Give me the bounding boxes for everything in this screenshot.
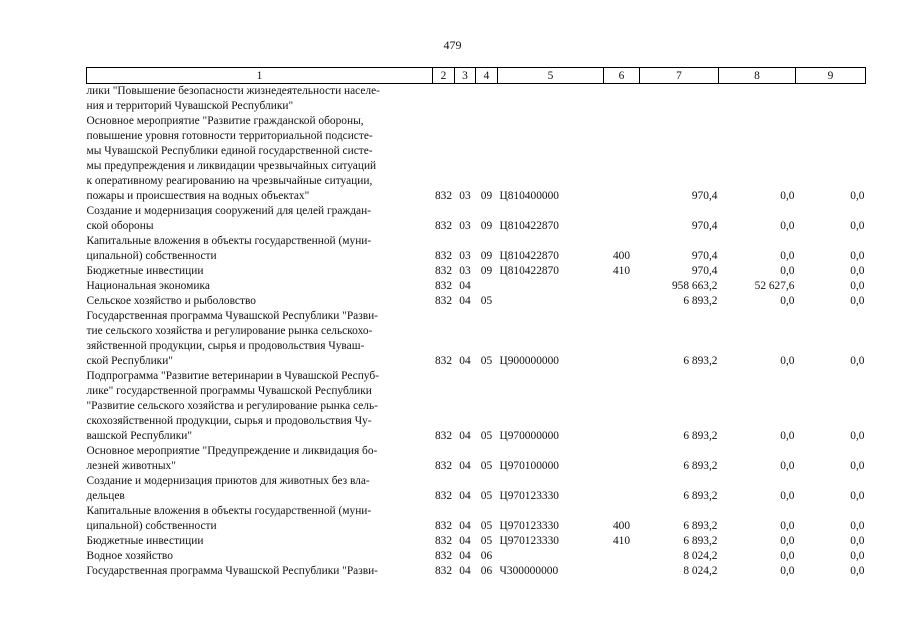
column-header-6: 6 <box>604 68 640 84</box>
amount-col-7: 8 024,2 <box>683 550 718 562</box>
amount-col-9: 0,0 <box>850 295 865 307</box>
table-row <box>87 234 866 264</box>
item-name <box>87 204 433 234</box>
amount-col-7 <box>640 84 719 115</box>
item-name-line: Подпрограмма "Развитие ветеринарии в Чувашской Респуб- <box>86 370 379 382</box>
section-code: 04 <box>459 430 471 442</box>
item-name <box>87 279 433 294</box>
table-row <box>87 474 866 504</box>
budget-table <box>86 67 866 579</box>
amount-col-9: 0,0 <box>850 550 865 562</box>
item-name-line: дельцев <box>86 490 125 502</box>
item-name <box>87 474 433 504</box>
item-name-line: "Развитие сельского хозяйства и регулирование рынка сель- <box>86 400 378 412</box>
subsection-code: 05 <box>480 535 493 547</box>
expense-type-code <box>604 294 640 309</box>
amount-col-8: 0,0 <box>780 565 795 577</box>
item-name-line: лики "Повышение безопасности жизнедеятельности населе- <box>86 85 380 97</box>
amount-col-7: 958 663,2 <box>671 280 718 292</box>
item-name-line: вашской Республики" <box>86 430 192 442</box>
item-name-line: ния и территорий Чувашской Республики" <box>86 100 294 112</box>
section-code: 03 <box>459 220 471 232</box>
item-name-line: Национальная экономика <box>86 280 210 292</box>
ministry-code: 832 <box>434 220 453 232</box>
column-header-4: 4 <box>476 68 498 84</box>
item-name-line: к оперативному реагированию на чрезвычайные ситуации, <box>86 175 373 187</box>
item-name-line: повышение уровня готовности территориальной подсисте- <box>86 130 373 142</box>
column-header-9: 9 <box>796 68 866 84</box>
ministry-code: 832 <box>434 535 453 547</box>
item-name <box>87 444 433 474</box>
amount-col-7: 6 893,2 <box>683 355 718 367</box>
section-code: 03 <box>459 265 471 277</box>
expense-type-code: 410 <box>612 535 631 547</box>
amount-col-8: 0,0 <box>780 535 795 547</box>
section-code: 04 <box>459 355 471 367</box>
expense-type-code: 400 <box>612 520 631 532</box>
section-code: 04 <box>459 550 471 562</box>
item-name <box>87 564 433 579</box>
section-code: 04 <box>459 460 471 472</box>
item-name-line: Сельское хозяйство и рыболовство <box>86 295 256 307</box>
subsection-code: 05 <box>480 460 493 472</box>
ministry-code: 832 <box>434 550 453 562</box>
item-name-line: мы Чувашской Республики единой государственной систе- <box>86 145 373 157</box>
amount-col-9: 0,0 <box>850 520 865 532</box>
amount-col-9: 0,0 <box>850 355 865 367</box>
target-article-code <box>498 84 604 115</box>
section-code: 04 <box>459 520 471 532</box>
item-name-line: ципальной) собственности <box>86 520 217 532</box>
amount-col-7: 6 893,2 <box>683 535 718 547</box>
amount-col-7: 6 893,2 <box>683 460 718 472</box>
item-name-line: пожары и происшествия на водных объектах" <box>86 190 310 202</box>
table-row <box>87 534 866 549</box>
table-body <box>87 84 866 580</box>
expense-type-code <box>604 444 640 474</box>
subsection-code <box>476 279 498 294</box>
table-header <box>87 68 866 84</box>
amount-col-7: 970,4 <box>691 220 718 232</box>
section-code: 04 <box>459 565 471 577</box>
amount-col-9: 0,0 <box>850 265 865 277</box>
target-article-code: Ц970123330 <box>499 535 559 547</box>
column-header-2: 2 <box>433 68 455 84</box>
target-article-code: Ц970123330 <box>499 520 559 532</box>
item-name-line: Водное хозяйство <box>86 550 173 562</box>
amount-col-8: 0,0 <box>780 295 795 307</box>
item-name-line: ской обороны <box>86 220 154 232</box>
ministry-code: 832 <box>434 520 453 532</box>
item-name <box>87 234 433 264</box>
subsection-code: 05 <box>480 520 493 532</box>
amount-col-7: 8 024,2 <box>683 565 718 577</box>
column-header-1: 1 <box>87 68 433 84</box>
target-article-code: Ц970123330 <box>499 490 559 502</box>
target-article-code: Ч300000000 <box>499 565 559 577</box>
amount-col-8: 0,0 <box>780 460 795 472</box>
ministry-code: 832 <box>434 565 453 577</box>
ministry-code: 832 <box>434 355 453 367</box>
section-code: 03 <box>459 250 471 262</box>
item-name-line: мы предупреждения и ликвидации чрезвычайных ситуаций <box>86 160 377 172</box>
amount-col-7: 6 893,2 <box>683 490 718 502</box>
table-row <box>87 294 866 309</box>
subsection-code: 05 <box>480 295 493 307</box>
expense-type-code <box>604 204 640 234</box>
table-row <box>87 549 866 564</box>
item-name-line: тие сельского хозяйства и регулирование рынка сельскохо- <box>86 325 373 337</box>
item-name <box>87 294 433 309</box>
item-name-line: Бюджетные инвестиции <box>86 535 204 547</box>
target-article-code: Ц970000000 <box>499 430 559 442</box>
table-row <box>87 114 866 204</box>
item-name-line: Основное мероприятие "Предупреждение и ликвидация бо- <box>86 445 378 457</box>
target-article-code <box>498 279 604 294</box>
column-header-3: 3 <box>455 68 476 84</box>
item-name-line: Капитальные вложения в объекты государственной (муни- <box>86 505 372 517</box>
amount-col-7: 6 893,2 <box>683 520 718 532</box>
subsection-code: 09 <box>480 220 493 232</box>
amount-col-9: 0,0 <box>850 460 865 472</box>
ministry-code: 832 <box>434 250 453 262</box>
target-article-code: Ц810400000 <box>499 190 559 202</box>
item-name-line: Бюджетные инвестиции <box>86 265 204 277</box>
expense-type-code <box>604 309 640 369</box>
item-name <box>87 534 433 549</box>
item-name-line: скохозяйственной продукции, сырья и продовольствия Чу- <box>86 415 372 427</box>
ministry-code: 832 <box>434 295 453 307</box>
ministry-code <box>433 84 455 115</box>
amount-col-8: 0,0 <box>780 220 795 232</box>
amount-col-9: 0,0 <box>850 490 865 502</box>
column-header-5: 5 <box>498 68 604 84</box>
expense-type-code <box>604 84 640 115</box>
amount-col-8: 0,0 <box>780 490 795 502</box>
page-number: 479 <box>443 38 462 52</box>
ministry-code: 832 <box>434 490 453 502</box>
column-header-7: 7 <box>640 68 719 84</box>
target-article-code: Ц900000000 <box>499 355 559 367</box>
amount-col-8 <box>719 84 796 115</box>
expense-type-code: 410 <box>612 265 631 277</box>
amount-col-8: 0,0 <box>780 355 795 367</box>
amount-col-9: 0,0 <box>850 535 865 547</box>
item-name <box>87 309 433 369</box>
amount-col-8: 0,0 <box>780 550 795 562</box>
subsection-code: 05 <box>480 430 493 442</box>
amount-col-9: 0,0 <box>850 280 865 292</box>
amount-col-9: 0,0 <box>850 565 865 577</box>
section-code: 04 <box>459 490 471 502</box>
subsection-code: 09 <box>480 190 493 202</box>
amount-col-7: 6 893,2 <box>683 430 718 442</box>
target-article-code: Ц810422870 <box>499 265 559 277</box>
subsection-code <box>476 84 498 115</box>
table-row <box>87 264 866 279</box>
subsection-code: 06 <box>480 550 493 562</box>
item-name-line: зяйственной продукции, сырья и продовольствия Чуваш- <box>86 340 365 352</box>
item-name-line: Капитальные вложения в объекты государственной (муни- <box>86 235 372 247</box>
target-article-code: Ц810422870 <box>499 250 559 262</box>
amount-col-9: 0,0 <box>850 430 865 442</box>
subsection-code: 09 <box>480 265 493 277</box>
amount-col-8: 0,0 <box>780 250 795 262</box>
amount-col-8: 0,0 <box>780 190 795 202</box>
target-article-code: Ц970100000 <box>499 460 559 472</box>
section-code: 03 <box>459 190 471 202</box>
target-article-code: Ц810422870 <box>499 220 559 232</box>
item-name-line: Основное мероприятие "Развитие гражданской обороны, <box>86 115 364 127</box>
item-name <box>87 264 433 279</box>
item-name-line: Государственная программа Чувашской Республики "Разви- <box>86 565 378 577</box>
item-name-line: лезней животных" <box>86 460 176 472</box>
item-name-line: лике" государственной программы Чувашской Республики <box>86 385 372 397</box>
subsection-code: 05 <box>480 355 493 367</box>
ministry-code: 832 <box>434 280 453 292</box>
item-name <box>87 549 433 564</box>
amount-col-9: 0,0 <box>850 220 865 232</box>
subsection-code: 09 <box>480 250 493 262</box>
ministry-code: 832 <box>434 190 453 202</box>
expense-type-code <box>604 369 640 444</box>
table-row <box>87 84 866 115</box>
expense-type-code <box>604 114 640 204</box>
amount-col-9 <box>796 84 866 115</box>
expense-type-code <box>604 279 640 294</box>
section-code: 04 <box>459 280 471 292</box>
amount-col-9: 0,0 <box>850 190 865 202</box>
expense-type-code <box>604 564 640 579</box>
amount-col-8: 0,0 <box>780 520 795 532</box>
amount-col-7: 970,4 <box>691 190 718 202</box>
item-name-line: Создание и модернизация приютов для животных без вла- <box>86 475 370 487</box>
ministry-code: 832 <box>434 430 453 442</box>
amount-col-8: 0,0 <box>780 265 795 277</box>
amount-col-7: 970,4 <box>691 265 718 277</box>
table-row <box>87 444 866 474</box>
amount-col-9: 0,0 <box>850 250 865 262</box>
section-code <box>455 84 476 115</box>
header-row <box>87 68 866 84</box>
item-name-line: ской Республики" <box>86 355 173 367</box>
subsection-code: 05 <box>480 490 493 502</box>
item-name <box>87 84 433 115</box>
amount-col-7: 970,4 <box>691 250 718 262</box>
amount-col-8: 52 627,6 <box>754 280 795 292</box>
amount-col-8: 0,0 <box>780 430 795 442</box>
target-article-code <box>498 549 604 564</box>
section-code: 04 <box>459 535 471 547</box>
subsection-code: 06 <box>480 565 493 577</box>
target-article-code <box>498 294 604 309</box>
expense-type-code <box>604 474 640 504</box>
item-name <box>87 369 433 444</box>
table-row <box>87 504 866 534</box>
ministry-code: 832 <box>434 265 453 277</box>
amount-col-7: 6 893,2 <box>683 295 718 307</box>
item-name <box>87 504 433 534</box>
item-name <box>87 114 433 204</box>
expense-type-code: 400 <box>612 250 631 262</box>
table-row <box>87 564 866 579</box>
ministry-code: 832 <box>434 460 453 472</box>
table-row <box>87 309 866 369</box>
column-header-8: 8 <box>719 68 796 84</box>
item-name-line: Государственная программа Чувашской Республики "Разви- <box>86 310 378 322</box>
table-row <box>87 279 866 294</box>
section-code: 04 <box>459 295 471 307</box>
expense-type-code <box>604 549 640 564</box>
item-name-line: Создание и модернизация сооружений для целей граждан- <box>86 205 372 217</box>
table-row <box>87 204 866 234</box>
item-name-line: ципальной) собственности <box>86 250 217 262</box>
table-row <box>87 369 866 444</box>
